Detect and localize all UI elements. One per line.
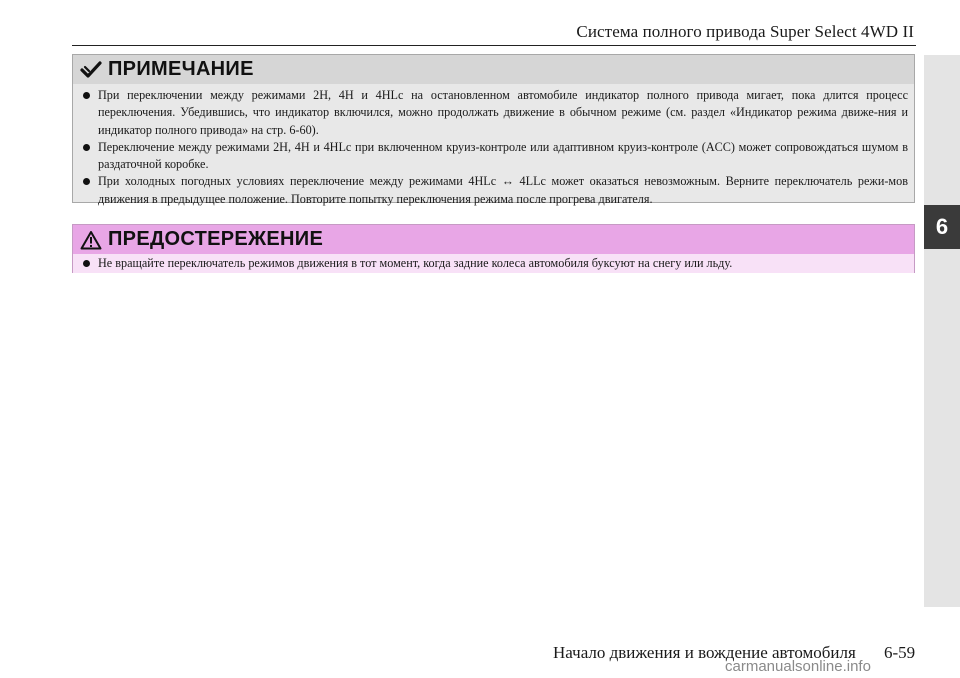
warning-box — [72, 224, 915, 273]
note-title: ПРИМЕЧАНИЕ — [108, 58, 254, 80]
header-title: Система полного привода Super Select 4WD II — [576, 22, 914, 41]
footer-section-title: Начало движения и вождение автомобиля — [553, 643, 856, 662]
note-box — [72, 54, 915, 206]
page-number: 6-59 — [884, 643, 916, 662]
note-body — [73, 84, 914, 208]
note-header — [73, 55, 914, 84]
watermark: carmanualsonline.info — [725, 658, 871, 675]
warning-title: ПРЕДОСТЕРЕЖЕНИЕ — [108, 228, 324, 250]
warning-item-1: Не вращайте переключатель режимов движения в тот момент, когда задние колеса автомобиля буксуют на снегу или льду. — [83, 255, 908, 272]
warning-header — [73, 225, 914, 254]
warning-triangle-icon — [80, 230, 102, 250]
header-rule — [72, 45, 916, 46]
side-tab — [924, 55, 960, 607]
warning-body — [73, 254, 914, 273]
checkmark-icon — [80, 61, 102, 79]
note-item-2: Переключение между режимами 2H, 4H и 4HLc при включенном круиз-контроле или адаптивном круиз-контроле (ACC) может сопровождаться шумом в раздаточной коробке. — [83, 139, 908, 174]
note-item-1: При переключении между режимами 2H, 4H и 4HLc на остановленном автомобиле индикатор полного привода мигает, пока длится процесс переключения. Убедившись, что индикатор включился, можно продолжать движение в обычном режиме (см. раздел «Индикатор режима движе-ния и индикатор полного привода» на стр. 6-60). — [83, 87, 908, 139]
chapter-badge: 6 — [924, 205, 960, 249]
note-item-3: При холодных погодных условиях переключение между режимами 4HLc ↔ 4LLc может оказаться невозможным. Верните переключатель режи-мов движения в предыдущее положение. Повторите попытку переключения режима после прогрева двигателя. — [83, 173, 908, 208]
